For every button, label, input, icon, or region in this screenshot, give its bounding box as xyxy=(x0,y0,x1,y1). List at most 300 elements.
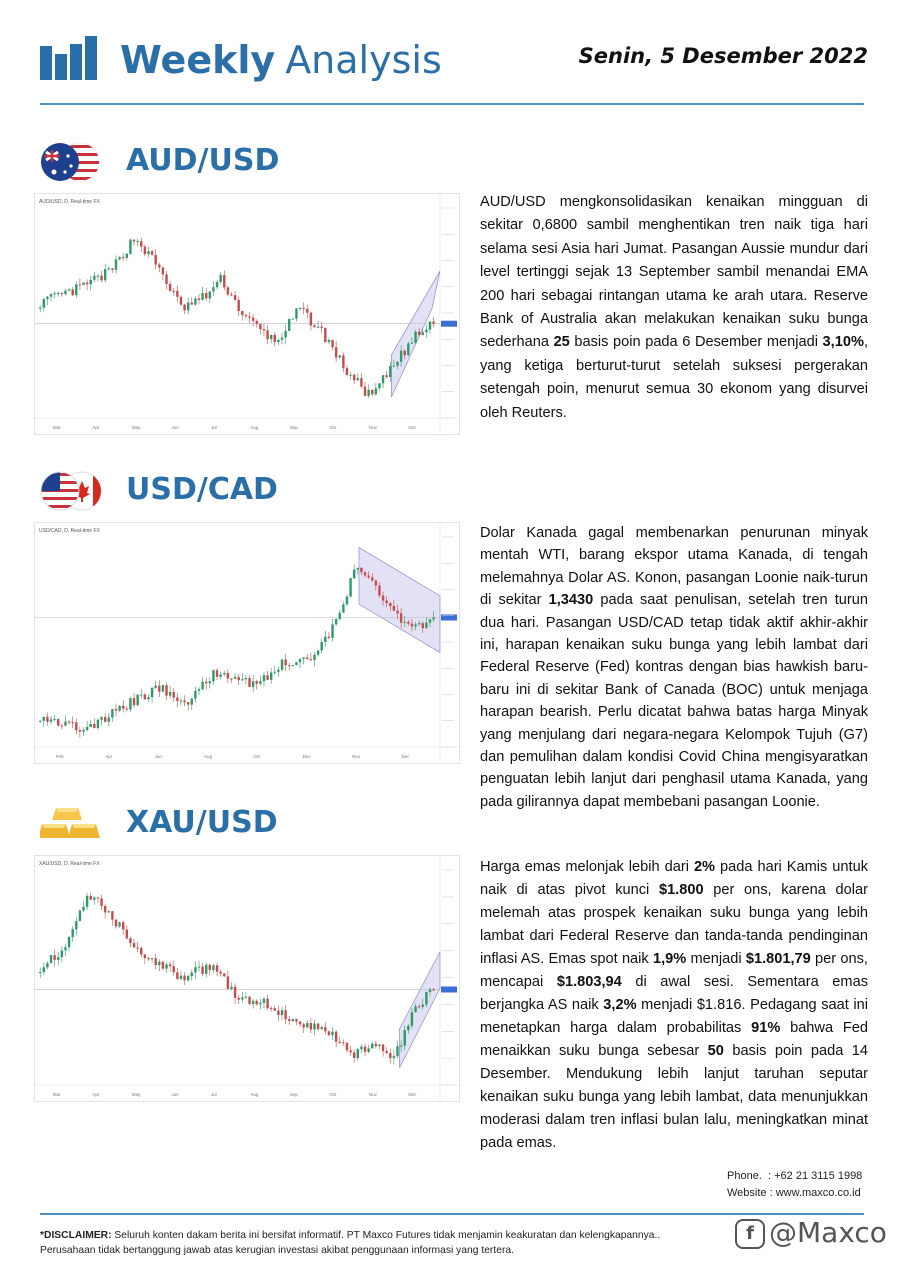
month-tick-label: Nov xyxy=(352,754,361,759)
candle-body xyxy=(284,331,286,338)
candle-body xyxy=(57,719,59,726)
candle-body xyxy=(328,340,330,342)
month-tick-label: Apr xyxy=(92,425,100,430)
month-tick-label: Jun xyxy=(171,1092,179,1097)
candle-body xyxy=(100,276,102,281)
candle-body xyxy=(93,276,95,280)
candle-body xyxy=(349,375,351,376)
candle-body xyxy=(57,293,59,294)
candle-body xyxy=(270,335,272,339)
candle-body xyxy=(212,287,214,291)
paragraph-emphasis: 3,2% xyxy=(603,997,637,1013)
candle-body xyxy=(238,998,240,1000)
chart-header-label: AUD/USD, D, Real-time FX xyxy=(39,199,100,205)
candle-body xyxy=(342,604,344,612)
usd-cad-flags-icon xyxy=(40,471,102,511)
candle-body xyxy=(342,1042,344,1043)
bar-chart-logo-icon xyxy=(40,36,98,80)
candle-body xyxy=(108,717,110,721)
candle-body xyxy=(364,572,366,575)
candle-body xyxy=(292,665,294,666)
candle-body xyxy=(158,962,160,965)
candle-body xyxy=(432,321,434,323)
candle-body xyxy=(385,1051,387,1053)
candle-body xyxy=(288,319,290,331)
candle-body xyxy=(90,724,92,727)
candle-body xyxy=(144,247,146,255)
candle-body xyxy=(46,963,48,967)
candle-body xyxy=(187,702,189,704)
candle-body xyxy=(39,721,41,722)
candle-body xyxy=(292,319,294,320)
facebook-icon[interactable]: f xyxy=(735,1219,765,1249)
candle-body xyxy=(151,958,153,959)
candle-body xyxy=(353,570,355,579)
candle-body xyxy=(349,1050,351,1052)
month-tick-label: Aug xyxy=(250,1092,259,1097)
month-tick-label: Apr xyxy=(105,754,113,759)
candle-body xyxy=(61,293,63,294)
candle-body xyxy=(93,724,95,728)
candle-body xyxy=(364,1047,366,1052)
paragraph-text: per ons, karena dolar melemah atas prospek kenaikan suku bunga yang lebih lambat dari Federal Reserve dan tanda-tanda pendinginan inflasi AS. Emas spot naik xyxy=(480,882,869,967)
candle-body xyxy=(393,606,395,611)
chart-xauusd xyxy=(34,855,460,1102)
month-tick-label: Nov xyxy=(368,425,377,430)
candle-body xyxy=(277,670,279,672)
candle-body xyxy=(198,298,200,299)
paragraph-emphasis: 2% xyxy=(693,859,716,875)
candle-body xyxy=(122,922,124,929)
candle-body xyxy=(191,303,193,305)
candle-body xyxy=(183,701,185,703)
candle-body xyxy=(248,997,250,1004)
candle-body xyxy=(429,620,431,623)
month-tick-label: Oct xyxy=(253,754,261,759)
candle-body xyxy=(425,623,427,628)
candle-body xyxy=(86,896,88,907)
candle-body xyxy=(140,948,142,955)
candle-body xyxy=(93,897,95,899)
section-title-usdcad: USD/CAD xyxy=(126,472,278,507)
paragraph-xauusd xyxy=(480,856,868,1155)
candle-body xyxy=(108,268,110,269)
candle-body xyxy=(219,972,221,974)
candle-body xyxy=(97,897,99,898)
candle-body xyxy=(425,330,427,333)
candle-body xyxy=(288,1019,290,1021)
candle-body xyxy=(53,719,55,720)
candle-body xyxy=(68,937,70,947)
candle-body xyxy=(306,658,308,660)
current-price-tag xyxy=(441,321,457,327)
candle-body xyxy=(306,1023,308,1027)
paragraph-text: menjadi xyxy=(686,951,746,967)
candle-body xyxy=(180,701,182,702)
candle-body xyxy=(82,907,84,911)
candle-body xyxy=(129,240,131,254)
candle-body xyxy=(367,1048,369,1051)
candle-body xyxy=(317,327,319,328)
paragraph-emphasis: $1.801,79 xyxy=(745,951,811,967)
candle-body xyxy=(216,282,218,287)
candle-body xyxy=(324,1027,326,1031)
candle-body xyxy=(136,947,138,948)
candle-body xyxy=(378,586,380,596)
phone-number: : +62 21 3115 1998 xyxy=(768,1170,863,1182)
candle-body xyxy=(256,681,258,684)
candle-body xyxy=(404,1030,406,1046)
candle-body xyxy=(321,1027,323,1029)
brand-title: Weekly Analysis xyxy=(120,38,442,82)
candle-body xyxy=(162,685,164,691)
candle-body xyxy=(310,1023,312,1030)
candle-body xyxy=(342,355,344,368)
candle-body xyxy=(281,660,283,670)
month-tick-label: Dec xyxy=(408,1092,417,1097)
candle-body xyxy=(227,976,229,988)
candle-body xyxy=(53,293,55,294)
candle-body xyxy=(115,920,117,927)
social-handle-text: @Maxco xyxy=(769,1216,887,1249)
candle-body xyxy=(183,976,185,981)
candle-body xyxy=(400,1046,402,1047)
candle-body xyxy=(375,581,377,586)
current-price-tag xyxy=(441,986,457,992)
candle-body xyxy=(295,1019,297,1021)
candle-body xyxy=(223,974,225,977)
candle-body xyxy=(216,965,218,971)
candle-body xyxy=(75,284,77,295)
candle-body xyxy=(191,972,193,976)
candle-body xyxy=(328,637,330,638)
candle-body xyxy=(252,1001,254,1004)
candle-body xyxy=(252,681,254,687)
candle-body xyxy=(115,259,117,269)
trend-channel xyxy=(400,952,441,1068)
candle-body xyxy=(230,987,232,989)
candle-body xyxy=(169,692,171,696)
candle-body xyxy=(432,989,434,990)
candle-body xyxy=(385,375,387,377)
candle-body xyxy=(321,327,323,328)
candle-body xyxy=(173,692,175,697)
chart-header-label: USD/CAD, D, Real-time FX xyxy=(39,528,100,534)
candle-body xyxy=(198,689,200,691)
candle-body xyxy=(133,943,135,947)
candle-body xyxy=(274,672,276,673)
candle-body xyxy=(389,1053,391,1058)
candle-body xyxy=(277,340,279,342)
section-title-xauusd: XAU/USD xyxy=(126,805,278,840)
candle-body xyxy=(176,698,178,701)
candle-body xyxy=(122,257,124,258)
gold-bars-icon xyxy=(40,804,102,844)
candle-body xyxy=(90,896,92,900)
candle-body xyxy=(310,313,312,326)
candle-body xyxy=(234,677,236,679)
chart-usdcad xyxy=(34,522,460,764)
candle-body xyxy=(241,311,243,315)
candle-body xyxy=(429,321,431,329)
candle-body xyxy=(274,335,276,342)
candle-body xyxy=(245,997,247,998)
candle-body xyxy=(79,730,81,732)
paragraph-text: basis poin pada 14 Desember. Mendukung lebih lanjut taruhan seputar kenaikan suku bunga yang lebih lambat, data menunjukkan moderasi dalam tren inflasi bulan lalu, meningkatkan minat pada emas. xyxy=(480,1043,868,1151)
candle-body xyxy=(331,624,333,637)
candle-body xyxy=(165,274,167,284)
month-tick-label: May xyxy=(131,1092,141,1097)
candle-body xyxy=(79,284,81,285)
candle-body xyxy=(248,678,250,687)
candle-body xyxy=(82,283,84,285)
candle-body xyxy=(209,965,211,970)
candle-body xyxy=(136,695,138,705)
candle-body xyxy=(46,297,48,299)
candle-body xyxy=(154,686,156,688)
candle-body xyxy=(299,308,301,309)
candle-body xyxy=(256,321,258,324)
candle-body xyxy=(223,275,225,287)
candle-body xyxy=(414,624,416,626)
candle-body xyxy=(118,922,120,926)
candle-body xyxy=(50,955,52,963)
candle-body xyxy=(411,1012,413,1026)
contact-info xyxy=(727,1168,862,1202)
social-handle[interactable] xyxy=(735,1216,887,1249)
footer-divider xyxy=(40,1213,864,1215)
month-tick-label: Oct xyxy=(329,425,337,430)
candle-body xyxy=(86,283,88,285)
candle-body xyxy=(245,678,247,679)
candle-body xyxy=(64,947,66,950)
candle-body xyxy=(147,251,149,254)
month-tick-label: Oct xyxy=(329,1092,337,1097)
candle-body xyxy=(201,293,203,300)
candle-body xyxy=(151,688,153,697)
candle-body xyxy=(39,308,41,309)
candle-body xyxy=(353,375,355,380)
candle-body xyxy=(187,976,189,980)
candle-body xyxy=(407,1026,409,1030)
candle-body xyxy=(306,309,308,313)
paragraph-emphasis: 3,10% xyxy=(822,334,864,351)
candle-body xyxy=(126,708,128,709)
candle-body xyxy=(245,315,247,316)
candle-body xyxy=(302,658,304,659)
candle-body xyxy=(313,325,315,327)
candle-body xyxy=(371,577,373,580)
candle-body xyxy=(104,269,106,280)
month-tick-label: Dec xyxy=(302,754,311,759)
candle-body xyxy=(266,330,268,339)
candle-body xyxy=(346,1043,348,1050)
candle-body xyxy=(407,343,409,355)
candle-body xyxy=(162,962,164,969)
paragraph-text: bahwa Fed menaikkan suku bunga sebesar xyxy=(480,1020,868,1059)
candle-body xyxy=(360,1047,362,1049)
candle-body xyxy=(317,650,319,654)
candle-body xyxy=(389,603,391,606)
candle-body xyxy=(180,297,182,305)
month-tick-label: Jun xyxy=(171,425,179,430)
candle-body xyxy=(422,332,424,335)
website-label: Website xyxy=(727,1187,767,1199)
candle-body xyxy=(219,674,221,676)
candle-body xyxy=(133,698,135,705)
candle-body xyxy=(43,717,45,721)
candle-body xyxy=(313,1024,315,1030)
candle-body xyxy=(266,999,268,1008)
candle-body xyxy=(230,294,232,295)
month-tick-label: Dec xyxy=(408,425,417,430)
candle-body xyxy=(100,898,102,906)
candle-body xyxy=(389,366,391,377)
candle-body xyxy=(147,697,149,699)
candle-body xyxy=(68,722,70,723)
aud-usd-flags-icon xyxy=(40,142,102,182)
candle-body xyxy=(144,695,146,700)
candle-body xyxy=(313,655,315,660)
month-tick-label: Jul xyxy=(210,1092,217,1097)
candle-body xyxy=(357,1049,359,1058)
candle-body xyxy=(414,332,416,343)
candle-body xyxy=(71,289,73,295)
website-link[interactable]: : www.maxco.co.id xyxy=(769,1187,861,1199)
candle-body xyxy=(284,660,286,666)
disclaimer-label: *DISCLAIMER: xyxy=(40,1230,112,1241)
candle-body xyxy=(367,575,369,577)
paragraph-text: Harga emas melonjak lebih dari xyxy=(480,859,694,875)
candle-body xyxy=(212,670,214,681)
candle-body xyxy=(274,1008,276,1010)
candle-body xyxy=(209,681,211,683)
paragraph-text: Dolar Kanada gagal membenarkan penurunan minyak mentah WTI, barang ekspor utama Kanada, di tengah melemahnya Dolar AS. Konon, pasangan Loonie naik-turun di sekitar xyxy=(480,525,868,609)
candle-body xyxy=(277,1011,279,1015)
candle-body xyxy=(284,1010,286,1019)
month-tick-label: May xyxy=(131,425,141,430)
candle-body xyxy=(371,390,373,394)
month-tick-label: Aug xyxy=(250,425,259,430)
candle-body xyxy=(357,378,359,380)
candle-body xyxy=(339,613,341,619)
candle-body xyxy=(187,303,189,311)
candle-body xyxy=(328,1031,330,1035)
candle-body xyxy=(422,1005,424,1007)
candle-body xyxy=(357,568,359,570)
candle-body xyxy=(393,1056,395,1058)
candle-body xyxy=(317,1024,319,1029)
candle-body xyxy=(75,722,77,730)
candle-body xyxy=(115,709,117,711)
candle-body xyxy=(97,276,99,277)
candle-body xyxy=(418,1006,420,1007)
candle-body xyxy=(90,280,92,285)
candle-body xyxy=(407,622,409,624)
candle-body xyxy=(57,957,59,960)
candle-body xyxy=(169,284,171,291)
candle-body xyxy=(385,601,387,604)
candle-body xyxy=(371,1044,373,1049)
candle-body xyxy=(122,706,124,709)
candle-body xyxy=(126,254,128,258)
paragraph-emphasis: 25 xyxy=(553,334,570,351)
candle-body xyxy=(393,366,395,367)
trend-channel xyxy=(359,548,440,653)
candle-body xyxy=(129,938,131,943)
month-tick-label: Mar xyxy=(52,1092,61,1097)
candle-body xyxy=(364,387,366,396)
candle-body xyxy=(429,989,431,991)
candle-body xyxy=(411,624,413,627)
candle-body xyxy=(230,678,232,679)
candle-body xyxy=(331,340,333,347)
candle-body xyxy=(209,291,211,298)
candle-body xyxy=(339,355,341,357)
candle-body xyxy=(176,291,178,297)
candle-body xyxy=(205,965,207,974)
candle-body xyxy=(302,1024,304,1027)
candle-body xyxy=(53,955,55,960)
candle-body xyxy=(147,958,149,959)
chart-header-label: XAU/USD, D, Real-time FX xyxy=(39,861,100,867)
candle-body xyxy=(165,964,167,968)
candle-body xyxy=(140,695,142,696)
disclaimer xyxy=(40,1228,730,1258)
candle-body xyxy=(169,964,171,966)
candle-body xyxy=(111,709,113,717)
month-tick-label: Sep xyxy=(289,425,298,430)
candle-body xyxy=(259,324,261,329)
candle-body xyxy=(97,720,99,728)
paragraph-audusd xyxy=(480,191,868,425)
candle-body xyxy=(432,618,434,620)
candle-body xyxy=(270,673,272,680)
candle-body xyxy=(154,255,156,265)
candle-body xyxy=(263,329,265,330)
paragraph-emphasis: $1.800 xyxy=(658,882,704,898)
candle-body xyxy=(295,662,297,665)
candle-body xyxy=(165,685,167,696)
report-date: Senin, 5 Desember 2022 xyxy=(578,44,868,68)
candle-body xyxy=(234,987,236,998)
candle-body xyxy=(396,1046,398,1056)
month-tick-label: Feb xyxy=(55,754,64,759)
paragraph-text: pada saat penulisan, setelah tren turun dua hari. Pasangan USD/CAD tetap tidak aktif akhir-akhir ini, harapan kenaikan suku bunga yang lebih lambat dari Federal Reserve (Fed) kontras dengan bias hawkish baru-baru ini di sekitar Bank of Canada (BOC) untuk menjaga harapan bearish. Perlu dicatat bahwa batas harga Minyak yang menjulang dari negara-negara Kelompok Tujuh (G7) dan pemulihan dalam kondisi Covid China mengisyaratkan penguatan lebih lanjut dari penghasil utama Kanada, yang pada gilirannya dapat membebani pasangan Loonie. xyxy=(480,592,869,810)
month-tick-label: Aug xyxy=(203,754,212,759)
paragraph-text: basis poin pada 6 Desember menjadi xyxy=(569,334,823,351)
candle-body xyxy=(418,332,420,335)
chart-audusd xyxy=(34,193,460,435)
candle-body xyxy=(183,305,185,311)
candle-body xyxy=(335,347,337,357)
candle-body xyxy=(404,622,406,623)
candle-body xyxy=(302,308,304,309)
candle-body xyxy=(140,241,142,246)
candle-body xyxy=(39,972,41,973)
candle-body xyxy=(173,966,175,972)
candle-body xyxy=(205,293,207,298)
candle-body xyxy=(191,699,193,705)
candle-body xyxy=(82,730,84,732)
candle-body xyxy=(281,1010,283,1015)
candle-body xyxy=(404,351,406,356)
current-price-tag xyxy=(441,615,457,621)
candle-body xyxy=(111,268,113,269)
candle-body xyxy=(400,613,402,622)
section-title-audusd: AUD/USD xyxy=(126,143,280,178)
candle-body xyxy=(367,390,369,396)
